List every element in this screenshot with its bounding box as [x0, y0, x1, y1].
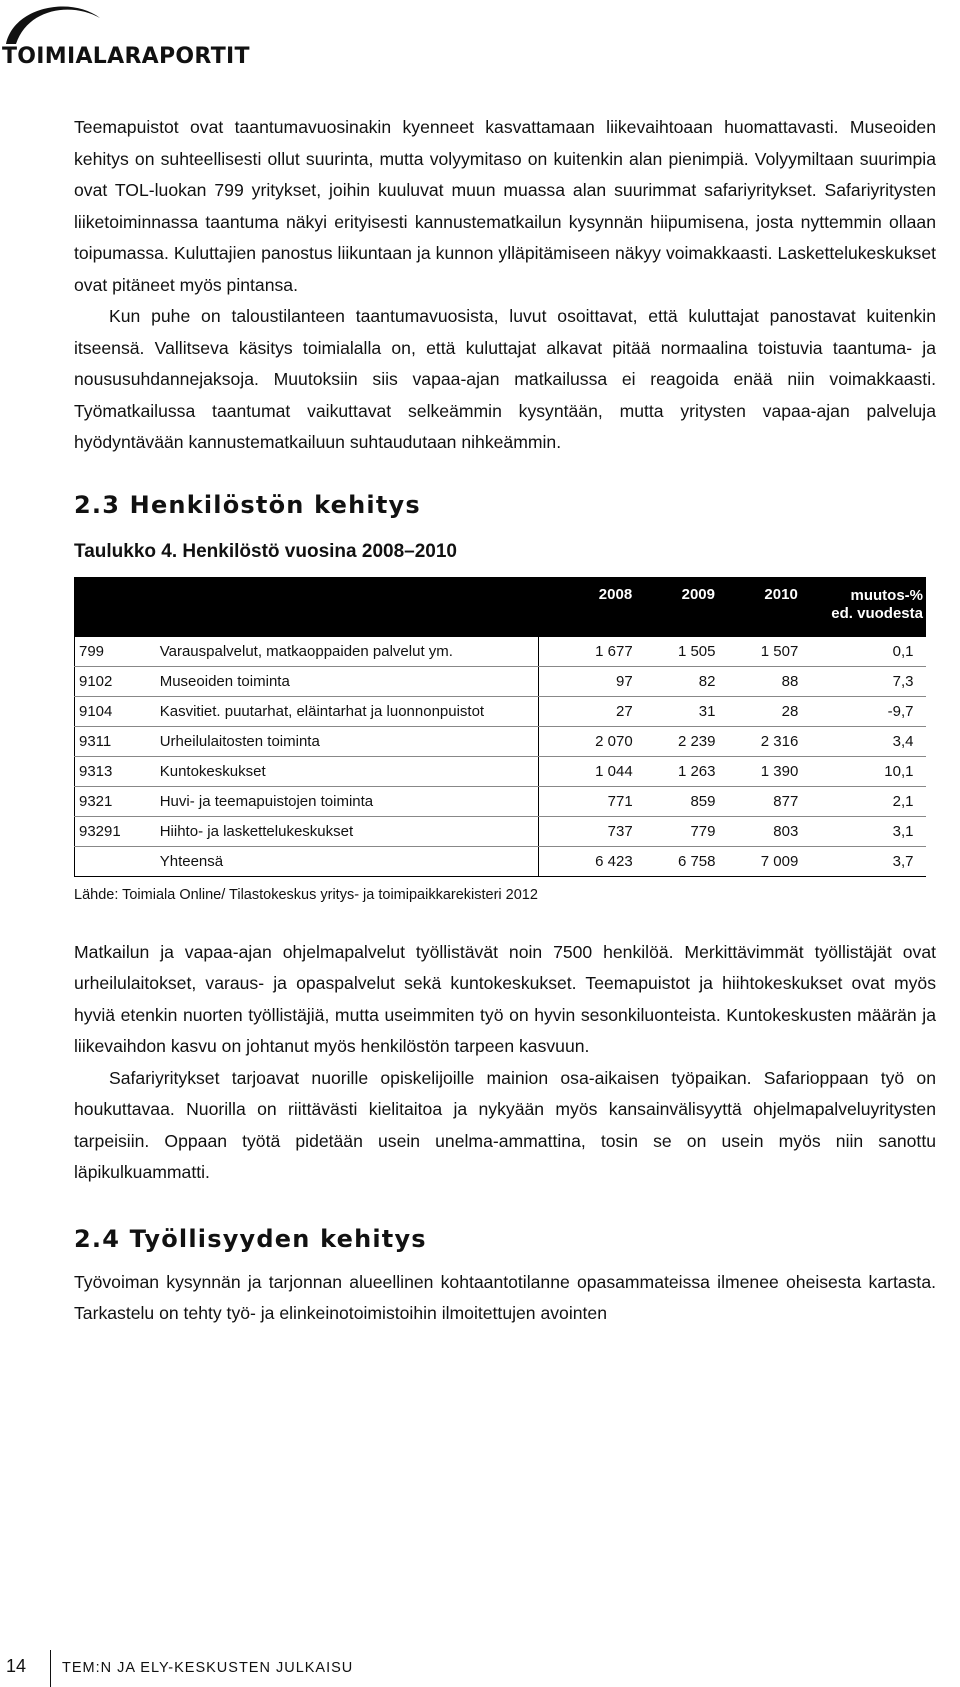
row-2010: 7 009	[719, 846, 802, 876]
row-2008: 6 423	[538, 846, 636, 876]
staff-table	[74, 577, 926, 877]
row-2008: 1 677	[538, 636, 636, 666]
table-source: Lähde: Toimiala Online/ Tilastokeskus yritys- ja toimipaikkarekisteri 2012	[74, 886, 538, 903]
row-2010: 1 507	[719, 636, 802, 666]
row-code: 9102	[75, 666, 156, 696]
row-name: Kasvitiet. puutarhat, eläintarhat ja luonnonpuistot	[156, 696, 539, 726]
table-row	[75, 696, 926, 726]
row-name: Huvi- ja teemapuistojen toiminta	[156, 786, 539, 816]
header-2009: 2009	[637, 577, 720, 636]
logo-text: TOIMIALARAPORTIT	[2, 44, 250, 69]
paragraph-recession: Kun puhe on taloustilanteen taantumavuosista, luvut osoittavat, että kuluttajat panostavat kuitenkin itseensä. Vallitseva käsitys toimialalla on, että kuluttajat alkavat pitää normaalina toistuvia taantuma- ja noususuhdannejaksoja. Muutoksiin siis vapaa-ajan matkailussa ei reagoida enää niin voimakkaasti. Työmatkailussa taantumat vaikuttavat selkeämmin kysyntään, mutta yritysten vapaa-ajan palveluja hyödyntävään kannustematkailuun suhtaudutaan nihkeämmin.	[74, 306, 936, 452]
row-code: 9321	[75, 786, 156, 816]
page-footer	[0, 1650, 960, 1687]
row-change: -9,7	[802, 696, 925, 726]
row-2010: 877	[719, 786, 802, 816]
paragraph-safari-jobs: Safariyritykset tarjoavat nuorille opiskelijoille mainion osa-aikaisen työpaikan. Safarioppaan työ on houkuttavaa. Nuorilla on riittävästi kielitaitoa ja nykyään myös kansainvälisyyttä ohjelmapalveluyritysten tarpeisiin. Oppaan työtä pidetään usein unelma-ammattina, tosin se on usein myös niin sanottu läpikulkuammatti.	[74, 1067, 936, 1182]
row-2010: 2 316	[719, 726, 802, 756]
paragraph-employment: Matkailun ja vapaa-ajan ohjelmapalvelut työllistävät noin 7500 henkilöä. Merkittävimmät työllistäjät ovat urheilulaitokset, varaus- ja opaspalvelut sekä kuntokeskukset. Teemapuistot ja hiihtokeskukset ovat myös hyviä etenkin nuorten työllistäjiä, mutta useimmiten työ on hyvin sesonkiluonteista. Kuntokeskusten määrän ja liikevaihdon kasvu on johtanut myös henkilöstön tarpeen kasvuun.	[74, 941, 936, 1056]
row-name: Museoiden toiminta	[156, 666, 539, 696]
table-row	[75, 636, 926, 666]
row-code: 799	[75, 636, 156, 666]
footer-divider	[50, 1650, 51, 1687]
row-2010: 88	[719, 666, 802, 696]
header-name	[156, 577, 539, 636]
row-name: Hiihto- ja laskettelukeskukset	[156, 816, 539, 846]
logo-arc-icon	[2, 0, 102, 46]
row-2008: 97	[538, 666, 636, 696]
header-2010: 2010	[719, 577, 802, 636]
row-change: 7,3	[802, 666, 925, 696]
row-2009: 1 263	[637, 756, 720, 786]
row-2009: 1 505	[637, 636, 720, 666]
row-2008: 1 044	[538, 756, 636, 786]
header-change	[802, 577, 925, 636]
table-total-row	[75, 846, 926, 876]
row-2008: 771	[538, 786, 636, 816]
section-heading-employment: 2.4 Työllisyyden kehitys	[74, 1224, 427, 1253]
row-2008: 27	[538, 696, 636, 726]
row-name: Urheilulaitosten toiminta	[156, 726, 539, 756]
row-code: 93291	[75, 816, 156, 846]
row-code: 9313	[75, 756, 156, 786]
row-2009: 6 758	[637, 846, 720, 876]
table-row	[75, 726, 926, 756]
row-code: 9311	[75, 726, 156, 756]
table-caption: Taulukko 4. Henkilöstö vuosina 2008–2010	[74, 540, 457, 562]
row-change: 2,1	[802, 786, 925, 816]
row-change: 3,4	[802, 726, 925, 756]
row-2008: 737	[538, 816, 636, 846]
paragraph-labour-demand: Työvoiman kysynnän ja tarjonnan alueellinen kohtaantotilanne opasammateissa ilmenee oheisesta kartasta. Tarkastelu on tehty työ- ja elinkeinotoimistoihin ilmoitettujen avointen	[74, 1271, 936, 1323]
section-heading-staff: 2.3 Henkilöstön kehitys	[74, 490, 421, 519]
page-number: 14	[6, 1656, 27, 1676]
row-2008: 2 070	[538, 726, 636, 756]
table-row	[75, 816, 926, 846]
row-name: Yhteensä	[156, 846, 539, 876]
row-2010: 803	[719, 816, 802, 846]
row-2010: 1 390	[719, 756, 802, 786]
report-logo	[0, 0, 250, 80]
publication-name: TEM:N JA ELY-KESKUSTEN JULKAISU	[62, 1660, 354, 1676]
table-row	[75, 666, 926, 696]
row-change: 3,7	[802, 846, 925, 876]
row-change: 10,1	[802, 756, 925, 786]
row-2010: 28	[719, 696, 802, 726]
row-2009: 2 239	[637, 726, 720, 756]
row-change: 0,1	[802, 636, 925, 666]
row-name: Varauspalvelut, matkaoppaiden palvelut ym.	[156, 636, 539, 666]
row-name: Kuntokeskukset	[156, 756, 539, 786]
row-2009: 779	[637, 816, 720, 846]
table-header-row	[75, 577, 926, 636]
row-code: 9104	[75, 696, 156, 726]
page-content	[74, 112, 936, 1330]
row-2009: 82	[637, 666, 720, 696]
row-2009: 31	[637, 696, 720, 726]
header-change-line2: ed. vuodesta	[831, 604, 923, 622]
table-row	[75, 786, 926, 816]
header-code	[75, 577, 156, 636]
row-2009: 859	[637, 786, 720, 816]
table-row	[75, 756, 926, 786]
header-2008: 2008	[538, 577, 636, 636]
paragraph-theme-parks: Teemapuistot ovat taantumavuosinakin kyenneet kasvattamaan liikevaihtoaan huomattavasti. Museoiden kehitys on suhteellisesti ollut suurinta, mutta volyymitaso on kuitenkin alan pienimpiä. Volyymiltaan suurimpia ovat TOL-luokan 799 yritykset, joihin kuuluvat muun muassa alan suurimmat safariyritykset. Safariyritysten liiketoiminnassa taantuma näkyi erityisesti kannustematkailun kysynnän hiipumisena, josta nyttemmin ollaan toipumassa. Kuluttajien panostus liikuntaan ja kunnon ylläpitämiseen näkyy voimakkaasti. Laskettelukeskukset ovat pitäneet myös pintansa.	[74, 117, 936, 295]
row-change: 3,1	[802, 816, 925, 846]
header-change-line1: muutos-%	[850, 586, 923, 604]
row-code	[75, 846, 156, 876]
